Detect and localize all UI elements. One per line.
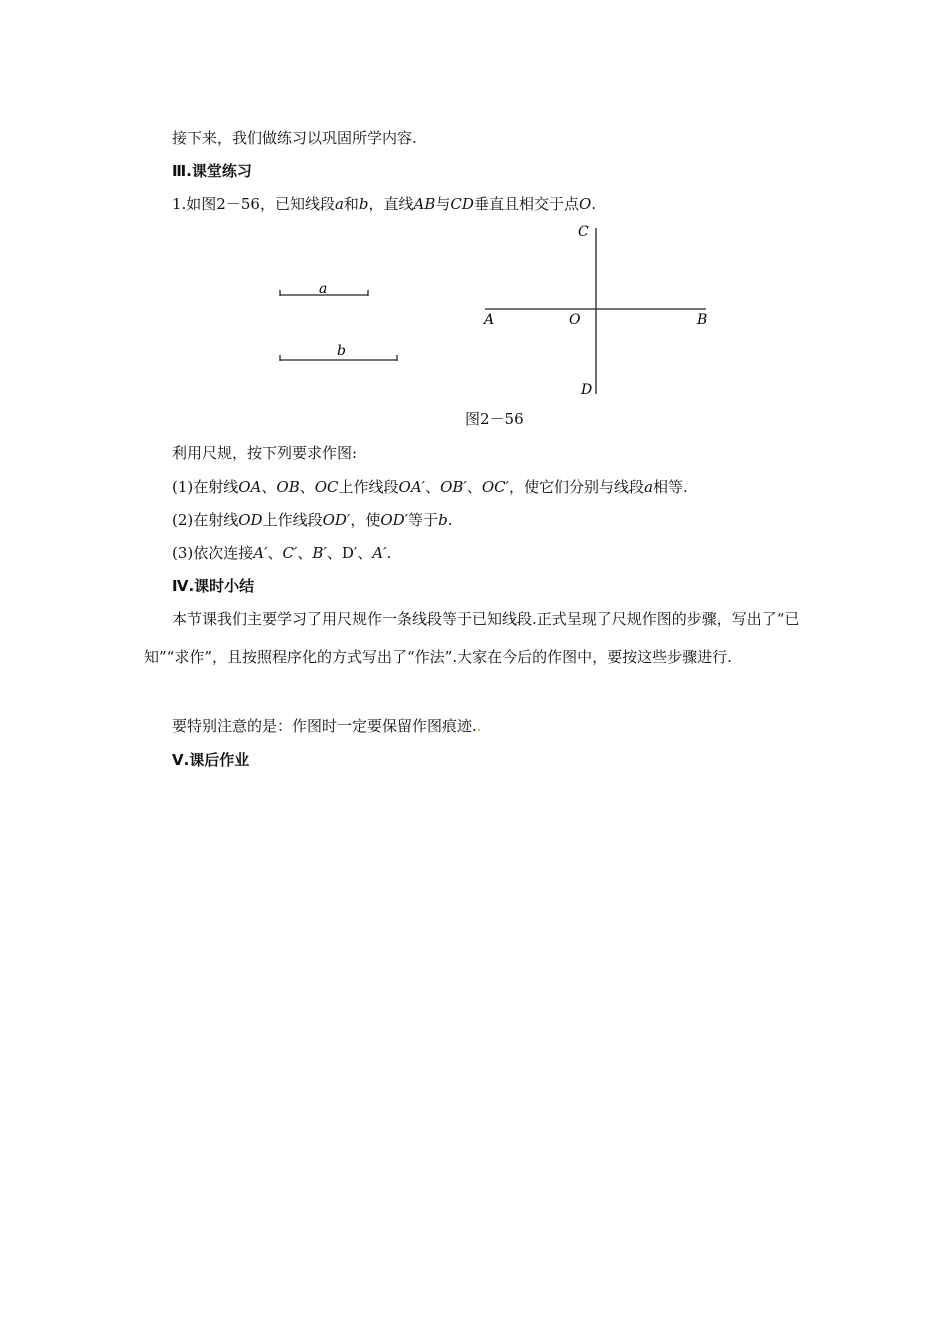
step2-part3: ，使 [350,511,381,529]
step3-part2: . [386,544,392,562]
step3-sep3: 、D′、 [326,544,373,562]
figure-2-56 [0,220,950,400]
step2-part1: (2)在射线 [172,511,239,529]
step1-seg-a: a [644,478,654,496]
step1-seg-oc-prime: OC′ [481,478,510,496]
instruction-step-1 [172,477,688,497]
step2-ray-od: OD [238,511,263,529]
point-a-label: A [484,312,495,328]
step1-part2: 上作线段 [338,478,399,496]
note-dot: . [476,717,482,735]
step1-ray-ob: OB [276,478,300,496]
step1-seg-oa-prime: OA′ [398,478,426,496]
q1-mid: ，直线 [368,195,414,213]
q1-segment-a: a [334,195,344,213]
q1-end: . [591,195,597,213]
step1-ray-oc: OC [314,478,339,496]
step1-part4: 相等. [653,478,688,496]
instruction-step-3 [172,543,391,563]
step2-seg-b: b [438,511,448,529]
note-text: 要特别注意的是：作图时一定要保留作图痕迹. [172,717,477,735]
step3-a-prime: A′ [253,544,268,562]
step1-sep2: 、 [299,478,315,496]
q1-point-o: O [578,195,592,213]
point-c-label: C [578,224,589,240]
instruction-step-2 [172,510,452,530]
step2-part4: 等于 [408,511,439,529]
q1-with: 与 [435,195,451,213]
step3-sep1: 、 [267,544,283,562]
section-5-heading: Ⅴ.课后作业 [172,751,250,769]
step1-seg-ob-prime: OB′ [440,478,467,496]
step1-sep4: 、 [466,478,482,496]
step3-a-prime-2: A′ [372,544,387,562]
step1-ray-oa: OA [238,478,262,496]
step2-seg-od-prime: OD′ [322,511,351,529]
intro-text: 接下来，我们做练习以巩固所学内容. [172,129,417,147]
step3-sep2: 、 [297,544,313,562]
segment-b-label: b [337,343,346,359]
step2-part2: 上作线段 [262,511,323,529]
summary-paragraph: 本节课我们主要学习了用尺规作一条线段等于已知线段.正式呈现了尺规作图的步骤，写出了“已知”“求作”，且按照程序化的方式写出了“作法”.大家在今后的作图中，要按这些步骤进行. [144,610,800,666]
step1-part3: ，使它们分别与线段 [509,478,645,496]
q1-suffix: 垂直且相交于点 [473,195,579,213]
section-3-heading: Ⅲ.课堂练习 [172,162,252,180]
q1-and: 和 [343,195,359,213]
instructions-lead: 利用尺规，按下列要求作图: [172,444,358,462]
point-o-label: O [569,312,581,328]
step3-c-prime: C′ [282,544,298,562]
step2-part5: . [447,511,453,529]
point-b-label: B [697,312,708,328]
figure-caption: 图2－56 [465,410,524,428]
q1-line-ab: AB [413,195,436,213]
step2-seg-od-prime-2: OD′ [380,511,409,529]
q1-line-cd: CD [450,195,474,213]
step1-part1: (1)在射线 [172,478,239,496]
note-paragraph [172,716,482,736]
segment-a-label: a [319,281,328,297]
step3-part1: (3)依次连接 [172,544,254,562]
q1-prefix: 1.如图2－56，已知线段 [172,195,335,213]
step1-sep3: 、 [425,478,441,496]
q1-segment-b: b [358,195,369,213]
question-1 [172,194,596,214]
point-d-label: D [581,382,593,398]
step3-b-prime: B′ [312,544,327,562]
step1-sep1: 、 [261,478,277,496]
section-4-heading: Ⅳ.课时小结 [172,577,255,595]
